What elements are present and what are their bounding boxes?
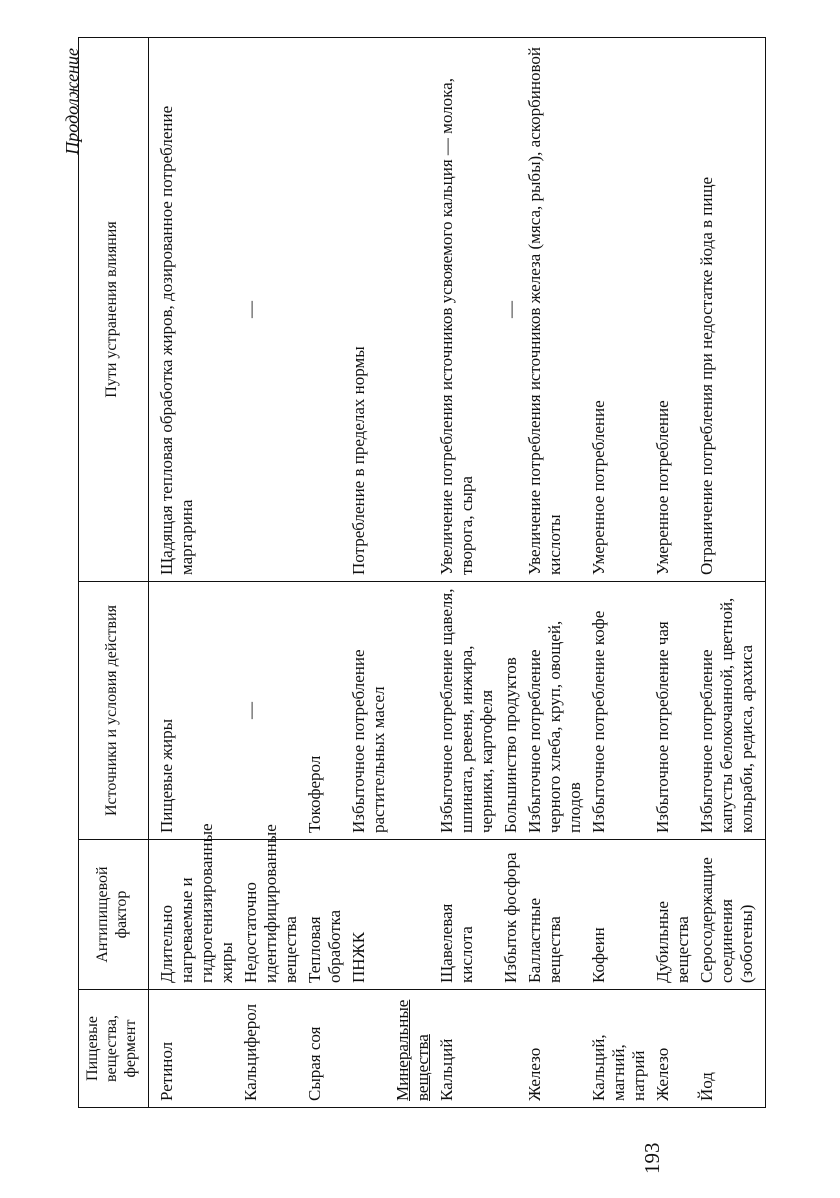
page-number: 193 (640, 1142, 664, 1174)
table-row (587, 38, 651, 1108)
col-header-remedy: Пути устранения влияния (79, 38, 149, 582)
cell-antinutrient: Дубильные вещества (651, 840, 695, 990)
section-heading-minerals: Минеральные вещества (391, 990, 435, 1108)
cell-nutrient: Ретинол (149, 990, 240, 1108)
table-row (303, 38, 347, 1108)
cell-nutrient: Кальций, магний, натрий (587, 990, 651, 1108)
table-row (239, 38, 303, 1108)
cell-nutrient: Кальциферол (239, 990, 303, 1108)
cell-remedy: — (239, 38, 303, 582)
cell-sources: — (239, 582, 303, 840)
cell-sources: Избыточное потребление щавеля, шпината, ревеня, инжира, черники, картофеля (435, 582, 499, 840)
cell-remedy: Увеличение потребления источников усвояемого кальция — молока, творога, сыра (435, 38, 499, 582)
cell-remedy (391, 38, 435, 582)
cell-remedy: Ограничение потребления при недостатке йода в пище (695, 38, 766, 582)
cell-remedy: Увеличение потребления источников железа (мяса, рыбы), аскорбиновой кислоты (523, 38, 587, 582)
cell-remedy: Умеренное потребление (651, 38, 695, 582)
cell-nutrient: Железо (523, 990, 587, 1108)
cell-antinutrient: Избыток фосфора (499, 840, 523, 990)
cell-antinutrient: Щавелевая кислота (435, 840, 499, 990)
cell-sources: Токоферол (303, 582, 347, 840)
cell-antinutrient: Недостаточно идентифицированные вещества (239, 840, 303, 990)
col-header-sources: Источники и условия действия (79, 582, 149, 840)
cell-nutrient (499, 990, 523, 1108)
cell-nutrient: Йод (695, 990, 766, 1108)
cell-sources: Избыточное потребление кофе (587, 582, 651, 840)
cell-remedy: Щадящая тепловая обработка жиров, дозированное потребление маргарина (149, 38, 240, 582)
cell-sources: Пищевые жиры (149, 582, 240, 840)
cell-nutrient (347, 990, 391, 1108)
table-row (695, 38, 766, 1108)
table-row (347, 38, 391, 1108)
cell-remedy (303, 38, 347, 582)
table-row (435, 38, 499, 1108)
cell-nutrient: Сырая соя (303, 990, 347, 1108)
cell-remedy: Умеренное потребление (587, 38, 651, 582)
table-row (651, 38, 695, 1108)
cell-antinutrient: Балластные вещества (523, 840, 587, 990)
table-row (499, 38, 523, 1108)
col-header-antinutrient: Антипищевой фактор (79, 840, 149, 990)
cell-nutrient: Железо (651, 990, 695, 1108)
cell-remedy: — (499, 38, 523, 582)
table-row (391, 38, 435, 1108)
cell-antinutrient: Тепловая обработка (303, 840, 347, 990)
cell-antinutrient: Серосодержащие соединения (зобогены) (695, 840, 766, 990)
cell-sources: Избыточное потребление растительных масел (347, 582, 391, 840)
cell-antinutrient: Длительно нагреваемые и гидрогенизированные жиры (149, 840, 240, 990)
table-row (523, 38, 587, 1108)
antinutrient-table (78, 37, 766, 1108)
cell-sources: Избыточное потребление капусты белокочанной, цветной, кольраби, редиса, арахиса (695, 582, 766, 840)
cell-remedy: Потребление в пределах нормы (347, 38, 391, 582)
table-row (149, 38, 240, 1108)
header-row (79, 38, 149, 1108)
cell-sources: Избыточное потребление черного хлеба, круп, овощей, плодов (523, 582, 587, 840)
cell-sources: Избыточное потребление чая (651, 582, 695, 840)
cell-nutrient: Кальций (435, 990, 499, 1108)
cell-sources: Большинство продуктов (499, 582, 523, 840)
cell-sources (391, 582, 435, 840)
col-header-nutrient: Пищевые вещества, фермент (79, 990, 149, 1108)
cell-antinutrient: ПНЖК (347, 840, 391, 990)
continuation-label: Продолжение (62, 48, 82, 155)
cell-antinutrient (391, 840, 435, 990)
cell-antinutrient: Кофеин (587, 840, 651, 990)
